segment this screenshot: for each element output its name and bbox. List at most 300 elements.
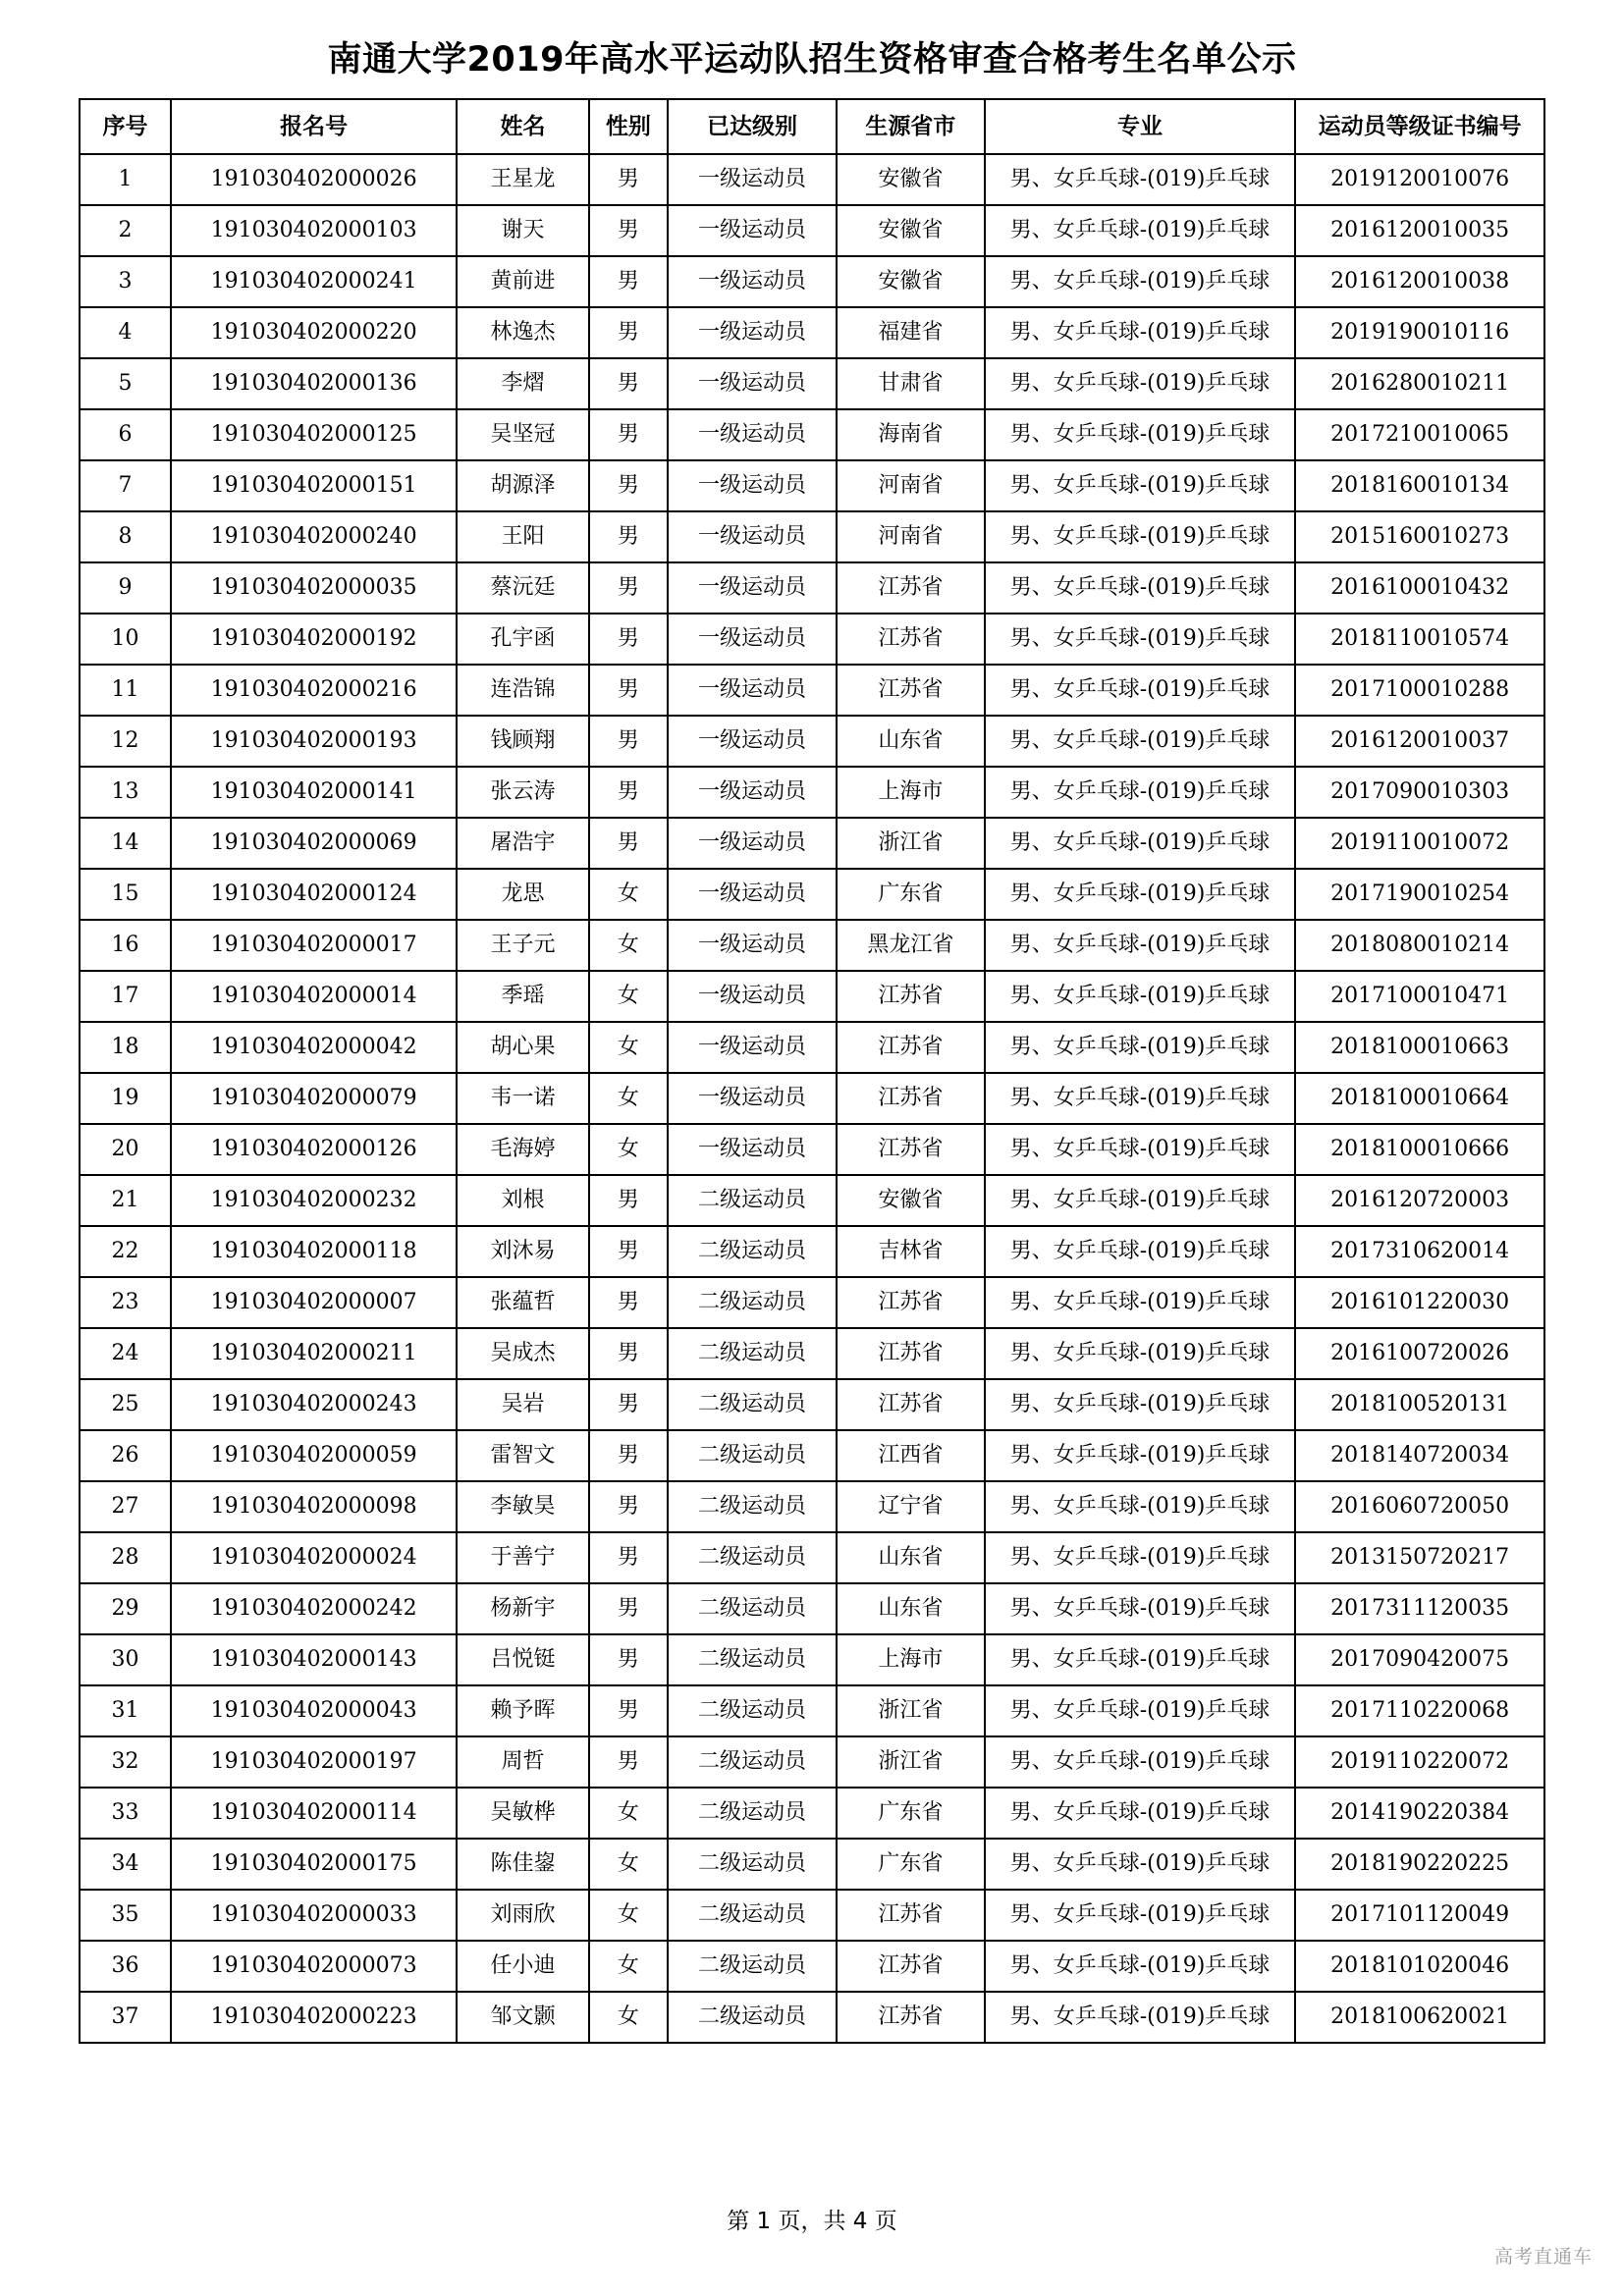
- cell-cert: 2015160010273: [1295, 511, 1544, 562]
- cell-level: 一级运动员: [668, 460, 837, 511]
- cell-regno: 191030402000240: [171, 511, 457, 562]
- cell-name: 吕悦铤: [457, 1634, 588, 1685]
- cell-gender: 女: [589, 1788, 668, 1839]
- table-row: [80, 358, 1544, 409]
- cell-prov: 江苏省: [837, 1379, 985, 1430]
- cell-name: 李熠: [457, 358, 588, 409]
- watermark: 高考直通车: [1493, 2246, 1593, 2268]
- cell-gender: 男: [589, 358, 668, 409]
- cell-gender: 女: [589, 1890, 668, 1941]
- cell-gender: 男: [589, 562, 668, 614]
- cell-cert: 2018100010666: [1295, 1124, 1544, 1175]
- cell-major: 男、女乒乓球-(019)乒乓球: [985, 1379, 1295, 1430]
- cell-cert: 2013150720217: [1295, 1532, 1544, 1583]
- cell-idx: 12: [80, 716, 171, 767]
- cell-cert: 2017101120049: [1295, 1890, 1544, 1941]
- cell-level: 一级运动员: [668, 562, 837, 614]
- cell-prov: 山东省: [837, 1583, 985, 1634]
- cell-idx: 35: [80, 1890, 171, 1941]
- cell-gender: 男: [589, 154, 668, 205]
- cell-major: 男、女乒乓球-(019)乒乓球: [985, 1073, 1295, 1124]
- cell-idx: 36: [80, 1941, 171, 1992]
- cell-level: 一级运动员: [668, 869, 837, 920]
- cell-level: 一级运动员: [668, 358, 837, 409]
- cell-major: 男、女乒乓球-(019)乒乓球: [985, 716, 1295, 767]
- cell-level: 一级运动员: [668, 154, 837, 205]
- table-row: [80, 716, 1544, 767]
- cell-level: 二级运动员: [668, 1379, 837, 1430]
- cell-level: 二级运动员: [668, 1430, 837, 1481]
- cell-name: 林逸杰: [457, 307, 588, 358]
- cell-regno: 191030402000232: [171, 1175, 457, 1226]
- cell-major: 男、女乒乓球-(019)乒乓球: [985, 205, 1295, 256]
- table-row: [80, 614, 1544, 665]
- cell-cert: 2017090420075: [1295, 1634, 1544, 1685]
- column-header-level: 已达级别: [668, 99, 837, 154]
- cell-regno: 191030402000035: [171, 562, 457, 614]
- cell-regno: 191030402000033: [171, 1890, 457, 1941]
- cell-prov: 浙江省: [837, 1736, 985, 1788]
- cell-gender: 男: [589, 665, 668, 716]
- cell-level: 一级运动员: [668, 767, 837, 818]
- cell-gender: 女: [589, 1839, 668, 1890]
- cell-regno: 191030402000026: [171, 154, 457, 205]
- cell-cert: 2018110010574: [1295, 614, 1544, 665]
- page-footer: 第 1 页，共 4 页: [727, 2209, 897, 2234]
- cell-name: 钱顾翔: [457, 716, 588, 767]
- cell-idx: 24: [80, 1328, 171, 1379]
- cell-idx: 28: [80, 1532, 171, 1583]
- cell-idx: 10: [80, 614, 171, 665]
- cell-regno: 191030402000103: [171, 205, 457, 256]
- roster-table-container: [0, 98, 1624, 2044]
- cell-major: 男、女乒乓球-(019)乒乓球: [985, 1022, 1295, 1073]
- cell-name: 王子元: [457, 920, 588, 971]
- cell-major: 男、女乒乓球-(019)乒乓球: [985, 511, 1295, 562]
- cell-major: 男、女乒乓球-(019)乒乓球: [985, 154, 1295, 205]
- cell-prov: 山东省: [837, 716, 985, 767]
- cell-name: 雷智文: [457, 1430, 588, 1481]
- cell-cert: 2018100010664: [1295, 1073, 1544, 1124]
- cell-gender: 女: [589, 920, 668, 971]
- cell-major: 男、女乒乓球-(019)乒乓球: [985, 1430, 1295, 1481]
- cell-name: 韦一诺: [457, 1073, 588, 1124]
- cell-cert: 2017210010065: [1295, 409, 1544, 460]
- cell-prov: 江苏省: [837, 1328, 985, 1379]
- column-header-cert: 运动员等级证书编号: [1295, 99, 1544, 154]
- table-row: [80, 1736, 1544, 1788]
- cell-regno: 191030402000007: [171, 1277, 457, 1328]
- cell-name: 黄前进: [457, 256, 588, 307]
- table-row: [80, 1992, 1544, 2043]
- cell-idx: 20: [80, 1124, 171, 1175]
- cell-major: 男、女乒乓球-(019)乒乓球: [985, 358, 1295, 409]
- cell-cert: 2018100520131: [1295, 1379, 1544, 1430]
- cell-prov: 安徽省: [837, 154, 985, 205]
- cell-cert: 2019190010116: [1295, 307, 1544, 358]
- cell-regno: 191030402000014: [171, 971, 457, 1022]
- cell-idx: 8: [80, 511, 171, 562]
- cell-cert: 2017090010303: [1295, 767, 1544, 818]
- table-row: [80, 1481, 1544, 1532]
- cell-gender: 女: [589, 971, 668, 1022]
- cell-gender: 男: [589, 818, 668, 869]
- cell-major: 男、女乒乓球-(019)乒乓球: [985, 1532, 1295, 1583]
- cell-gender: 男: [589, 1226, 668, 1277]
- cell-gender: 男: [589, 1583, 668, 1634]
- cell-cert: 2016120010035: [1295, 205, 1544, 256]
- cell-level: 一级运动员: [668, 307, 837, 358]
- table-row: [80, 256, 1544, 307]
- cell-prov: 上海市: [837, 767, 985, 818]
- cell-cert: 2016100010432: [1295, 562, 1544, 614]
- table-row: [80, 1532, 1544, 1583]
- cell-name: 张蕴哲: [457, 1277, 588, 1328]
- cell-idx: 16: [80, 920, 171, 971]
- cell-cert: 2016120010038: [1295, 256, 1544, 307]
- column-header-major: 专业: [985, 99, 1295, 154]
- cell-name: 吴坚冠: [457, 409, 588, 460]
- cell-name: 吴敏桦: [457, 1788, 588, 1839]
- cell-regno: 191030402000243: [171, 1379, 457, 1430]
- cell-level: 二级运动员: [668, 1992, 837, 2043]
- cell-name: 邹文颢: [457, 1992, 588, 2043]
- cell-major: 男、女乒乓球-(019)乒乓球: [985, 307, 1295, 358]
- cell-level: 一级运动员: [668, 665, 837, 716]
- cell-name: 任小迪: [457, 1941, 588, 1992]
- cell-major: 男、女乒乓球-(019)乒乓球: [985, 1481, 1295, 1532]
- cell-major: 男、女乒乓球-(019)乒乓球: [985, 767, 1295, 818]
- column-header-gender: 性别: [589, 99, 668, 154]
- cell-idx: 6: [80, 409, 171, 460]
- cell-cert: 2016100720026: [1295, 1328, 1544, 1379]
- cell-level: 二级运动员: [668, 1941, 837, 1992]
- cell-prov: 江苏省: [837, 1890, 985, 1941]
- table-row: [80, 920, 1544, 971]
- table-row: [80, 460, 1544, 511]
- cell-major: 男、女乒乓球-(019)乒乓球: [985, 920, 1295, 971]
- cell-level: 二级运动员: [668, 1226, 837, 1277]
- cell-name: 孔宇函: [457, 614, 588, 665]
- cell-name: 于善宁: [457, 1532, 588, 1583]
- cell-gender: 男: [589, 1175, 668, 1226]
- cell-idx: 2: [80, 205, 171, 256]
- table-header-row: [80, 99, 1544, 154]
- cell-idx: 21: [80, 1175, 171, 1226]
- cell-prov: 安徽省: [837, 1175, 985, 1226]
- cell-regno: 191030402000223: [171, 1992, 457, 2043]
- cell-cert: 2016120010037: [1295, 716, 1544, 767]
- cell-major: 男、女乒乓球-(019)乒乓球: [985, 256, 1295, 307]
- cell-idx: 7: [80, 460, 171, 511]
- cell-gender: 男: [589, 614, 668, 665]
- cell-cert: 2017100010471: [1295, 971, 1544, 1022]
- table-row: [80, 665, 1544, 716]
- cell-prov: 黑龙江省: [837, 920, 985, 971]
- cell-idx: 4: [80, 307, 171, 358]
- table-row: [80, 511, 1544, 562]
- table-body: [80, 154, 1544, 2043]
- cell-major: 男、女乒乓球-(019)乒乓球: [985, 1124, 1295, 1175]
- cell-cert: 2018100620021: [1295, 1992, 1544, 2043]
- cell-gender: 男: [589, 1328, 668, 1379]
- cell-prov: 江苏省: [837, 562, 985, 614]
- cell-gender: 女: [589, 1992, 668, 2043]
- cell-cert: 2018080010214: [1295, 920, 1544, 971]
- cell-idx: 11: [80, 665, 171, 716]
- cell-regno: 191030402000211: [171, 1328, 457, 1379]
- cell-gender: 男: [589, 1685, 668, 1736]
- cell-gender: 女: [589, 1073, 668, 1124]
- cell-prov: 安徽省: [837, 256, 985, 307]
- cell-cert: 2018140720034: [1295, 1430, 1544, 1481]
- cell-idx: 1: [80, 154, 171, 205]
- cell-major: 男、女乒乓球-(019)乒乓球: [985, 1226, 1295, 1277]
- table-row: [80, 154, 1544, 205]
- cell-level: 一级运动员: [668, 1022, 837, 1073]
- table-row: [80, 1277, 1544, 1328]
- cell-name: 季瑶: [457, 971, 588, 1022]
- cell-level: 一级运动员: [668, 1073, 837, 1124]
- cell-level: 二级运动员: [668, 1685, 837, 1736]
- cell-prov: 江苏省: [837, 614, 985, 665]
- cell-major: 男、女乒乓球-(019)乒乓球: [985, 1583, 1295, 1634]
- cell-level: 二级运动员: [668, 1890, 837, 1941]
- cell-major: 男、女乒乓球-(019)乒乓球: [985, 971, 1295, 1022]
- cell-major: 男、女乒乓球-(019)乒乓球: [985, 409, 1295, 460]
- cell-regno: 191030402000192: [171, 614, 457, 665]
- cell-name: 胡心果: [457, 1022, 588, 1073]
- cell-prov: 江苏省: [837, 1022, 985, 1073]
- cell-prov: 广东省: [837, 1788, 985, 1839]
- cell-idx: 25: [80, 1379, 171, 1430]
- cell-level: 一级运动员: [668, 716, 837, 767]
- cell-regno: 191030402000069: [171, 818, 457, 869]
- cell-cert: 2019120010076: [1295, 154, 1544, 205]
- cell-regno: 191030402000017: [171, 920, 457, 971]
- cell-prov: 江苏省: [837, 971, 985, 1022]
- cell-gender: 男: [589, 256, 668, 307]
- cell-regno: 191030402000143: [171, 1634, 457, 1685]
- cell-level: 二级运动员: [668, 1788, 837, 1839]
- cell-level: 一级运动员: [668, 971, 837, 1022]
- cell-prov: 山东省: [837, 1532, 985, 1583]
- cell-cert: 2018100010663: [1295, 1022, 1544, 1073]
- cell-idx: 37: [80, 1992, 171, 2043]
- cell-regno: 191030402000151: [171, 460, 457, 511]
- cell-regno: 191030402000241: [171, 256, 457, 307]
- cell-name: 谢天: [457, 205, 588, 256]
- table-header: [80, 99, 1544, 154]
- cell-idx: 31: [80, 1685, 171, 1736]
- cell-cert: 2019110010072: [1295, 818, 1544, 869]
- cell-gender: 男: [589, 1430, 668, 1481]
- cell-major: 男、女乒乓球-(019)乒乓球: [985, 1736, 1295, 1788]
- cell-major: 男、女乒乓球-(019)乒乓球: [985, 1992, 1295, 2043]
- cell-level: 一级运动员: [668, 920, 837, 971]
- cell-name: 王星龙: [457, 154, 588, 205]
- cell-prov: 河南省: [837, 460, 985, 511]
- cell-major: 男、女乒乓球-(019)乒乓球: [985, 665, 1295, 716]
- table-row: [80, 1175, 1544, 1226]
- cell-name: 刘雨欣: [457, 1890, 588, 1941]
- table-row: [80, 1430, 1544, 1481]
- cell-cert: 2016101220030: [1295, 1277, 1544, 1328]
- cell-level: 二级运动员: [668, 1277, 837, 1328]
- cell-level: 二级运动员: [668, 1481, 837, 1532]
- table-row: [80, 307, 1544, 358]
- cell-regno: 191030402000079: [171, 1073, 457, 1124]
- cell-prov: 河南省: [837, 511, 985, 562]
- cell-idx: 30: [80, 1634, 171, 1685]
- table-row: [80, 1890, 1544, 1941]
- table-row: [80, 869, 1544, 920]
- cell-major: 男、女乒乓球-(019)乒乓球: [985, 1941, 1295, 1992]
- cell-cert: 2016120720003: [1295, 1175, 1544, 1226]
- column-header-name: 姓名: [457, 99, 588, 154]
- table-row: [80, 1124, 1544, 1175]
- cell-cert: 2016060720050: [1295, 1481, 1544, 1532]
- cell-idx: 23: [80, 1277, 171, 1328]
- cell-name: 周哲: [457, 1736, 588, 1788]
- cell-idx: 17: [80, 971, 171, 1022]
- cell-cert: 2016280010211: [1295, 358, 1544, 409]
- cell-level: 二级运动员: [668, 1736, 837, 1788]
- cell-prov: 江西省: [837, 1430, 985, 1481]
- table-row: [80, 409, 1544, 460]
- cell-level: 二级运动员: [668, 1634, 837, 1685]
- table-row: [80, 818, 1544, 869]
- cell-gender: 男: [589, 307, 668, 358]
- cell-prov: 江苏省: [837, 1073, 985, 1124]
- cell-prov: 江苏省: [837, 665, 985, 716]
- cell-level: 二级运动员: [668, 1583, 837, 1634]
- cell-major: 男、女乒乓球-(019)乒乓球: [985, 614, 1295, 665]
- cell-idx: 26: [80, 1430, 171, 1481]
- cell-name: 蔡沅廷: [457, 562, 588, 614]
- table-row: [80, 1226, 1544, 1277]
- cell-major: 男、女乒乓球-(019)乒乓球: [985, 1890, 1295, 1941]
- cell-prov: 海南省: [837, 409, 985, 460]
- cell-prov: 江苏省: [837, 1277, 985, 1328]
- cell-name: 刘根: [457, 1175, 588, 1226]
- cell-name: 赖予晖: [457, 1685, 588, 1736]
- table-row: [80, 205, 1544, 256]
- cell-regno: 191030402000024: [171, 1532, 457, 1583]
- cell-prov: 福建省: [837, 307, 985, 358]
- cell-regno: 191030402000141: [171, 767, 457, 818]
- cell-prov: 浙江省: [837, 818, 985, 869]
- cell-gender: 男: [589, 1277, 668, 1328]
- cell-gender: 男: [589, 1532, 668, 1583]
- cell-prov: 江苏省: [837, 1941, 985, 1992]
- cell-regno: 191030402000136: [171, 358, 457, 409]
- cell-regno: 191030402000126: [171, 1124, 457, 1175]
- cell-level: 二级运动员: [668, 1328, 837, 1379]
- cell-prov: 辽宁省: [837, 1481, 985, 1532]
- cell-regno: 191030402000073: [171, 1941, 457, 1992]
- cell-major: 男、女乒乓球-(019)乒乓球: [985, 1175, 1295, 1226]
- cell-regno: 191030402000197: [171, 1736, 457, 1788]
- roster-table: [79, 98, 1545, 2044]
- cell-level: 二级运动员: [668, 1532, 837, 1583]
- cell-idx: 33: [80, 1788, 171, 1839]
- cell-cert: 2017100010288: [1295, 665, 1544, 716]
- cell-gender: 男: [589, 1481, 668, 1532]
- cell-gender: 男: [589, 1736, 668, 1788]
- cell-major: 男、女乒乓球-(019)乒乓球: [985, 1634, 1295, 1685]
- cell-cert: 2018160010134: [1295, 460, 1544, 511]
- cell-level: 一级运动员: [668, 614, 837, 665]
- cell-name: 王阳: [457, 511, 588, 562]
- table-row: [80, 1379, 1544, 1430]
- cell-name: 龙思: [457, 869, 588, 920]
- cell-gender: 男: [589, 511, 668, 562]
- cell-gender: 女: [589, 869, 668, 920]
- cell-name: 杨新宇: [457, 1583, 588, 1634]
- cell-regno: 191030402000124: [171, 869, 457, 920]
- table-row: [80, 1788, 1544, 1839]
- cell-regno: 191030402000098: [171, 1481, 457, 1532]
- cell-regno: 191030402000043: [171, 1685, 457, 1736]
- cell-major: 男、女乒乓球-(019)乒乓球: [985, 562, 1295, 614]
- table-row: [80, 1022, 1544, 1073]
- column-header-regno: 报名号: [171, 99, 457, 154]
- cell-idx: 14: [80, 818, 171, 869]
- cell-cert: 2017190010254: [1295, 869, 1544, 920]
- cell-level: 一级运动员: [668, 1124, 837, 1175]
- cell-idx: 34: [80, 1839, 171, 1890]
- page-title: 南通大学2019年高水平运动队招生资格审查合格考生名单公示: [327, 40, 1297, 80]
- cell-idx: 15: [80, 869, 171, 920]
- column-header-prov: 生源省市: [837, 99, 985, 154]
- cell-regno: 191030402000125: [171, 409, 457, 460]
- cell-idx: 3: [80, 256, 171, 307]
- cell-name: 毛海婷: [457, 1124, 588, 1175]
- cell-prov: 江苏省: [837, 1992, 985, 2043]
- cell-prov: 广东省: [837, 1839, 985, 1890]
- cell-cert: 2018190220225: [1295, 1839, 1544, 1890]
- cell-gender: 女: [589, 1124, 668, 1175]
- cell-cert: 2014190220384: [1295, 1788, 1544, 1839]
- cell-name: 陈佳鋆: [457, 1839, 588, 1890]
- cell-regno: 191030402000242: [171, 1583, 457, 1634]
- table-row: [80, 1634, 1544, 1685]
- cell-gender: 男: [589, 1379, 668, 1430]
- cell-idx: 22: [80, 1226, 171, 1277]
- cell-regno: 191030402000193: [171, 716, 457, 767]
- cell-name: 吴成杰: [457, 1328, 588, 1379]
- cell-name: 吴岩: [457, 1379, 588, 1430]
- cell-idx: 13: [80, 767, 171, 818]
- cell-cert: 2017311120035: [1295, 1583, 1544, 1634]
- cell-gender: 男: [589, 767, 668, 818]
- cell-gender: 女: [589, 1941, 668, 1992]
- cell-gender: 男: [589, 1634, 668, 1685]
- cell-level: 一级运动员: [668, 205, 837, 256]
- cell-major: 男、女乒乓球-(019)乒乓球: [985, 1839, 1295, 1890]
- cell-prov: 吉林省: [837, 1226, 985, 1277]
- cell-level: 二级运动员: [668, 1175, 837, 1226]
- table-row: [80, 767, 1544, 818]
- cell-major: 男、女乒乓球-(019)乒乓球: [985, 460, 1295, 511]
- cell-level: 一级运动员: [668, 409, 837, 460]
- cell-major: 男、女乒乓球-(019)乒乓球: [985, 1788, 1295, 1839]
- cell-name: 胡源泽: [457, 460, 588, 511]
- cell-idx: 29: [80, 1583, 171, 1634]
- cell-gender: 男: [589, 460, 668, 511]
- cell-gender: 男: [589, 205, 668, 256]
